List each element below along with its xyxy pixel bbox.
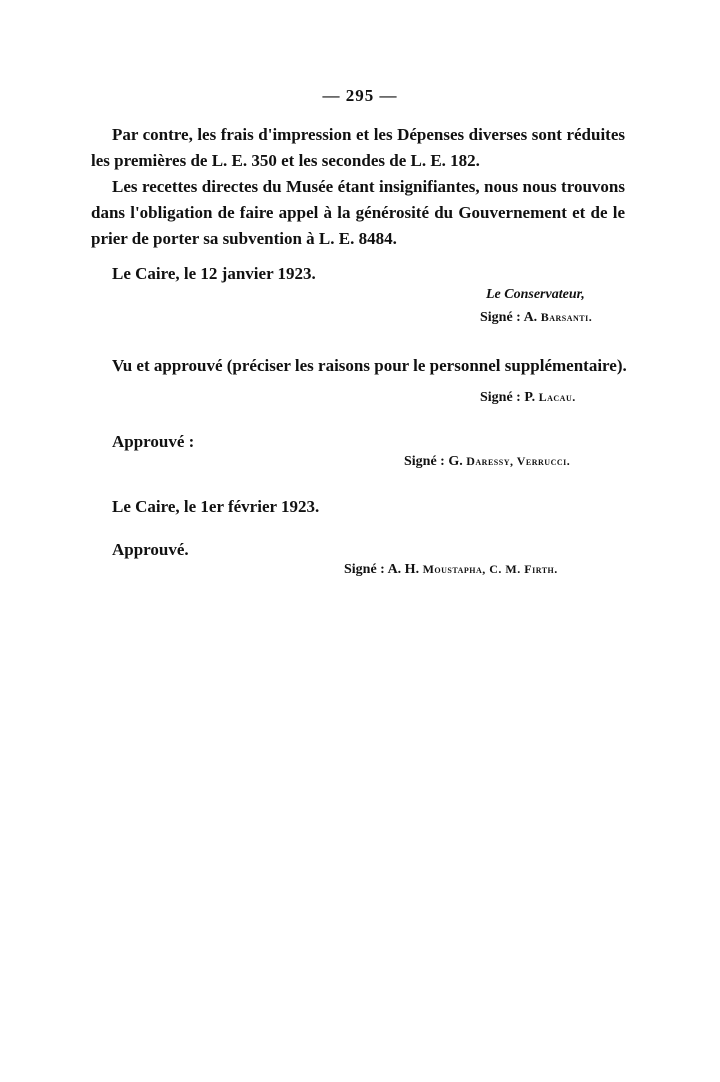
date-line-january: Le Caire, le 12 janvier 1923. xyxy=(112,264,316,283)
signature-3-prefix: Signé : G. xyxy=(404,454,467,469)
signature-1 xyxy=(480,310,592,326)
signature-4-names: Moustapha, C. M. Firth. xyxy=(422,562,558,576)
page-number: — 295 — xyxy=(322,86,398,105)
signature-4-prefix: Signé : A. H. xyxy=(344,562,423,577)
signature-2 xyxy=(480,390,576,406)
signature-3-names: Daressy, Verrucci. xyxy=(466,454,571,468)
approved-label-1: Approuvé : xyxy=(112,432,195,451)
signature-2-prefix: Signé : P. xyxy=(480,390,539,405)
signature-1-name: Barsanti. xyxy=(540,310,593,324)
approval-line-personnel: Vu et approuvé (préciser les raisons pour le personnel supplémentaire). xyxy=(112,356,627,375)
signature-2-name: Lacau. xyxy=(538,390,576,404)
paragraph-costs-reduction-text: Par contre, les frais d'impression et les Dépenses diverses sont réduites les premières de L. E. 350 et les secondes de L. E. 182. xyxy=(91,125,625,170)
approved-label-2: Approuvé. xyxy=(112,540,189,559)
date-line-february: Le Caire, le 1er février 1923. xyxy=(112,497,320,516)
paragraph-subsidy-request xyxy=(91,174,625,252)
signature-4 xyxy=(344,562,558,578)
signature-1-prefix: Signé : A. xyxy=(480,310,541,325)
paragraph-costs-reduction xyxy=(91,122,625,174)
paragraph-subsidy-request-text: Les recettes directes du Musée étant insignifiantes, nous nous trouvons dans l'obligation de faire appel à la générosité du Gouvernement et de le prier de porter sa subvention à L. E. 8484. xyxy=(91,177,625,248)
signature-1-title: Le Conservateur, xyxy=(486,287,585,302)
signature-3 xyxy=(404,454,570,470)
